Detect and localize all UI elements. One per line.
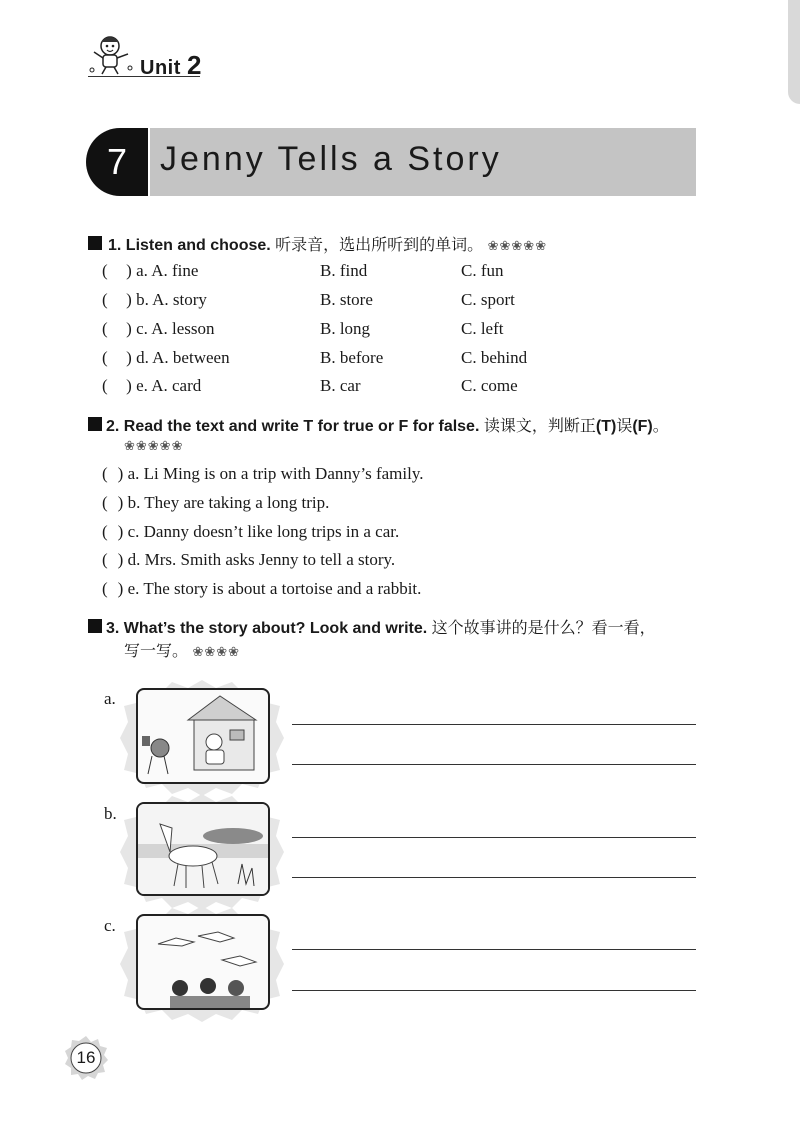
answer-paren-close: ) bbox=[117, 493, 124, 512]
answer-paren-open[interactable]: ( bbox=[102, 290, 108, 309]
option-b: B. long bbox=[320, 319, 371, 338]
list-item bbox=[102, 578, 421, 600]
option-c: C. left bbox=[461, 319, 504, 338]
answer-paren-open[interactable]: ( bbox=[102, 579, 108, 598]
section-2-heading-f: (F) bbox=[632, 418, 653, 435]
page-edge-tab bbox=[788, 0, 800, 104]
answer-line[interactable] bbox=[292, 990, 696, 991]
option-b: B. store bbox=[320, 290, 373, 309]
option-b: B. before bbox=[320, 348, 384, 367]
list-item bbox=[102, 549, 395, 571]
answer-line[interactable] bbox=[292, 877, 696, 878]
answer-paren-open[interactable]: ( bbox=[102, 522, 108, 541]
statement-text: d. Mrs. Smith asks Jenny to tell a story. bbox=[127, 550, 396, 569]
section-2-heading-t: (T) bbox=[595, 418, 617, 435]
difficulty-stars-icon: ❀❀❀❀ bbox=[192, 644, 241, 659]
list-item bbox=[102, 521, 399, 543]
option-c: C. behind bbox=[461, 348, 528, 367]
answer-paren-open[interactable]: ( bbox=[102, 493, 108, 512]
list-item bbox=[102, 463, 423, 485]
section-3-heading-cn: 这个故事讲的是什么？看一看， bbox=[431, 620, 656, 637]
answer-paren-open[interactable]: ( bbox=[102, 261, 108, 280]
statement-text: e. The story is about a tortoise and a rabbit. bbox=[127, 579, 422, 598]
section-2-heading-end: 。 bbox=[652, 418, 669, 435]
section-1-heading-en: 1. Listen and choose. bbox=[108, 237, 271, 254]
lesson-title: Jenny Tells a Story bbox=[160, 140, 502, 178]
section-3-heading-cn2: 写一写。 bbox=[124, 643, 189, 660]
geese-and-children-icon bbox=[136, 914, 270, 1010]
answer-line[interactable] bbox=[292, 724, 696, 725]
statement-text: a. Li Ming is on a trip with Danny’s family. bbox=[127, 464, 424, 483]
section-1-heading-cn: 听录音，选出所听到的单词。 bbox=[275, 237, 484, 254]
section-2-marker bbox=[88, 417, 102, 431]
answer-paren-close: ) bbox=[126, 348, 132, 367]
answer-paren-close: ) bbox=[117, 579, 124, 598]
header-rule bbox=[88, 76, 200, 77]
answer-line[interactable] bbox=[292, 764, 696, 765]
answer-paren-close: ) bbox=[117, 550, 124, 569]
answer-paren-open[interactable]: ( bbox=[102, 348, 108, 367]
list-item bbox=[102, 347, 230, 369]
list-item bbox=[102, 289, 207, 311]
option-a: c. A. lesson bbox=[136, 319, 215, 338]
item-label: b. bbox=[104, 804, 117, 823]
section-3-heading-line2 bbox=[124, 638, 240, 661]
answer-paren-open[interactable]: ( bbox=[102, 319, 108, 338]
answer-paren-close: ) bbox=[126, 376, 132, 395]
answer-paren-close: ) bbox=[117, 522, 124, 541]
section-3-heading bbox=[106, 615, 656, 638]
list-item bbox=[102, 375, 201, 397]
answer-line[interactable] bbox=[292, 837, 696, 838]
option-c: C. fun bbox=[461, 261, 504, 280]
option-a: d. A. between bbox=[136, 348, 230, 367]
answer-paren-open[interactable]: ( bbox=[102, 376, 108, 395]
section-2-heading bbox=[106, 413, 669, 436]
item-label: a. bbox=[104, 689, 116, 708]
section-1-marker bbox=[88, 236, 102, 250]
page-number: 16 bbox=[76, 1048, 96, 1067]
difficulty-stars-icon: ❀❀❀❀❀ bbox=[124, 438, 184, 453]
option-c: C. sport bbox=[461, 290, 515, 309]
wolf-and-pig-house-icon bbox=[136, 688, 270, 784]
list-item bbox=[102, 318, 214, 340]
option-c: C. come bbox=[461, 376, 518, 395]
list-item bbox=[102, 492, 329, 514]
answer-line[interactable] bbox=[292, 949, 696, 950]
horse-by-river-icon bbox=[136, 802, 270, 896]
lesson-number: 7 bbox=[106, 141, 128, 182]
unit-word: Unit bbox=[140, 57, 181, 79]
statement-text: b. They are taking a long trip. bbox=[127, 493, 330, 512]
section-2-heading-cn: 读课文，判断正 bbox=[483, 418, 596, 435]
section-2-heading-en: 2. Read the text and write T for true or F for false. bbox=[106, 418, 480, 435]
unit-number: 2 bbox=[186, 50, 202, 80]
answer-paren-open[interactable]: ( bbox=[102, 550, 108, 569]
list-item bbox=[102, 260, 198, 282]
answer-paren-close: ) bbox=[117, 464, 124, 483]
answer-paren-open[interactable]: ( bbox=[102, 464, 108, 483]
statement-text: c. Danny doesn’t like long trips in a car. bbox=[127, 522, 400, 541]
option-b: B. car bbox=[320, 376, 361, 395]
section-3-marker bbox=[88, 619, 102, 633]
item-label: c. bbox=[104, 916, 116, 935]
answer-paren-close: ) bbox=[126, 319, 132, 338]
answer-paren-close: ) bbox=[126, 261, 132, 280]
option-b: B. find bbox=[320, 261, 368, 280]
section-1-heading bbox=[108, 232, 547, 255]
option-a: e. A. card bbox=[136, 376, 202, 395]
answer-paren-close: ) bbox=[126, 290, 132, 309]
section-2-heading-cn2: 误 bbox=[616, 418, 633, 435]
option-a: a. A. fine bbox=[136, 261, 199, 280]
section-3-heading-en: 3. What’s the story about? Look and write. bbox=[106, 620, 428, 637]
difficulty-stars-icon: ❀❀❀❀❀ bbox=[487, 238, 548, 253]
option-a: b. A. story bbox=[136, 290, 207, 309]
